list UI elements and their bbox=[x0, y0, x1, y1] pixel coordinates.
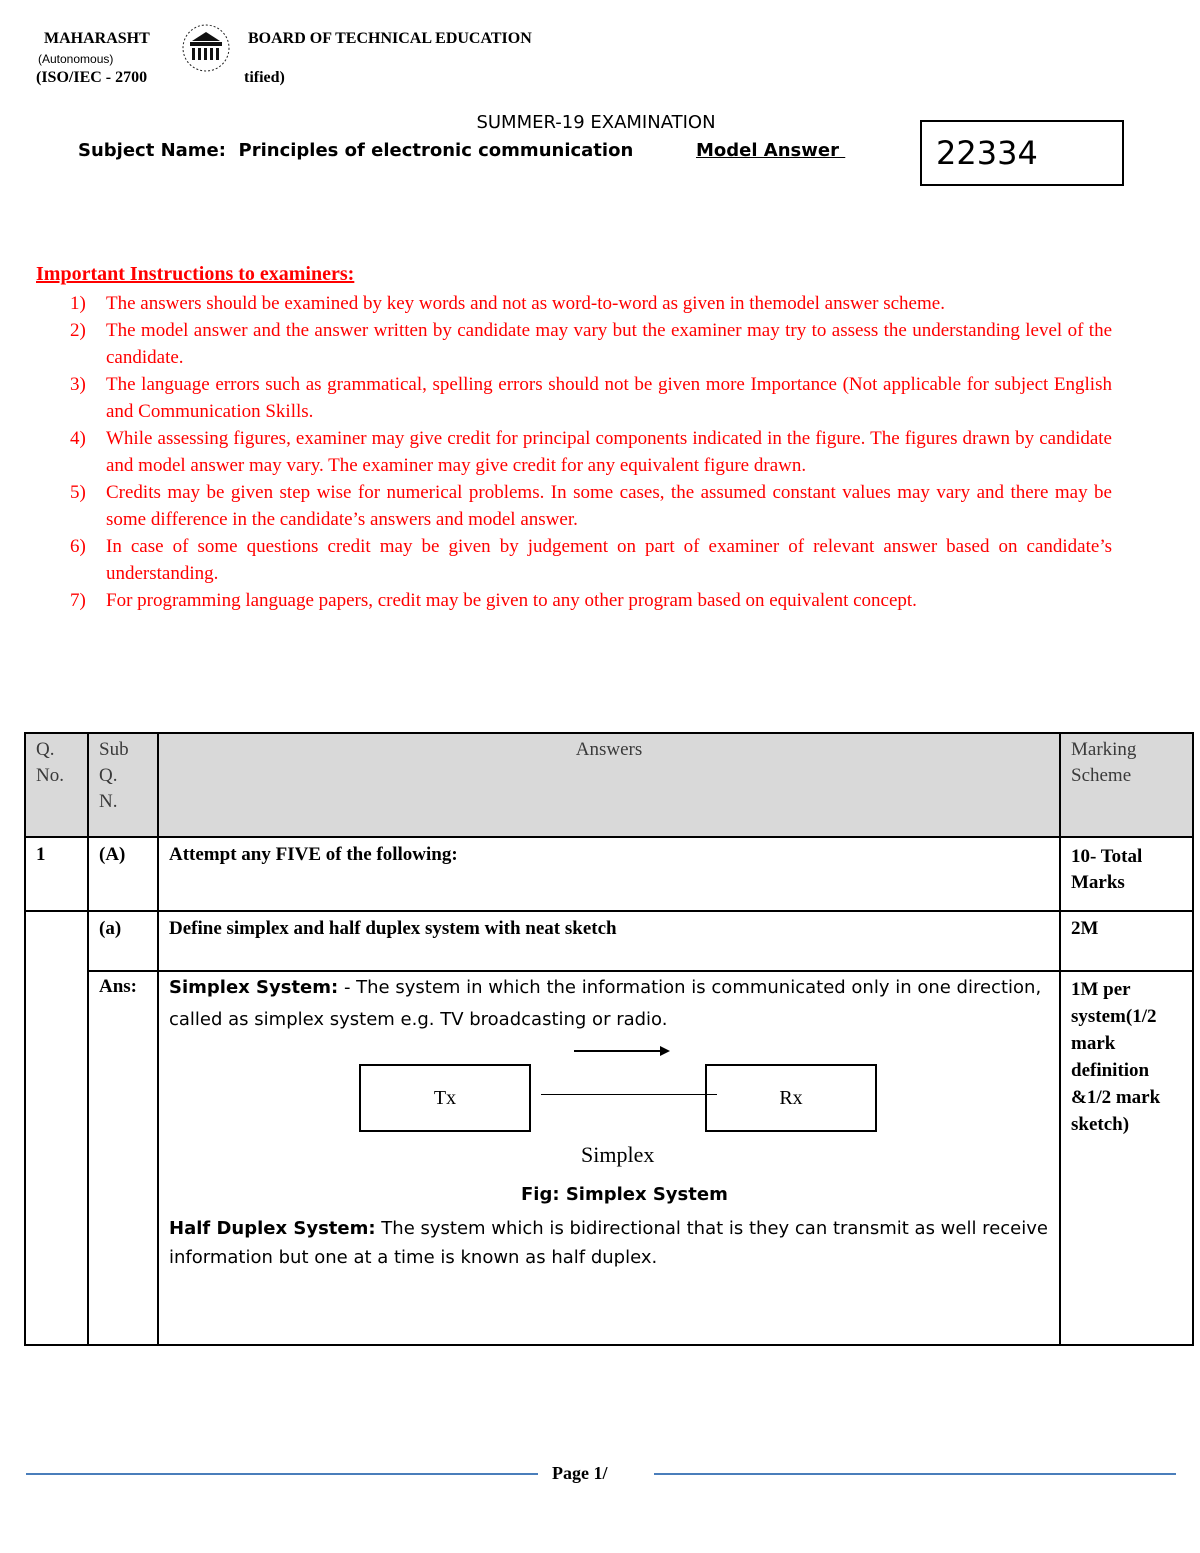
instruction-item bbox=[70, 317, 1112, 371]
page-number: Page 1/ bbox=[552, 1463, 608, 1483]
answer-table bbox=[24, 732, 1194, 1346]
header-qno bbox=[25, 733, 88, 837]
instruction-number: 7) bbox=[70, 590, 86, 611]
header-marking-line2: Scheme bbox=[1071, 765, 1132, 786]
marks-line1: 10- Total bbox=[1071, 846, 1143, 867]
msbte-logo-icon bbox=[172, 22, 240, 74]
instruction-item bbox=[70, 290, 1112, 317]
table-row bbox=[25, 911, 1193, 971]
direction-arrow-icon bbox=[574, 1050, 662, 1052]
instruction-number: 1) bbox=[70, 293, 86, 314]
instruction-text: The answers should be examined by key words and not as word-to-word as given in themodel answer scheme. bbox=[106, 293, 945, 314]
subject-line bbox=[78, 140, 633, 161]
table-row bbox=[25, 837, 1193, 911]
cell-marks: 1M per system(1/2 mark definition &1/2 mark sketch) bbox=[1060, 971, 1193, 1345]
exam-title: SUMMER-19 EXAMINATION bbox=[476, 112, 716, 133]
instruction-text: The model answer and the answer written by candidate may vary but the examiner may try to assess the understanding level of the candidate. bbox=[106, 320, 1112, 368]
cell-qno: 1 bbox=[25, 837, 88, 911]
footer-rule-left bbox=[26, 1473, 538, 1475]
subject-label: Subject Name: bbox=[78, 140, 226, 161]
org-iso-left: (ISO/IEC - 2700 bbox=[36, 69, 148, 86]
cell-sub: (A) bbox=[88, 837, 158, 911]
header-qno-line2: No. bbox=[36, 765, 64, 786]
marks-line2: Marks bbox=[1071, 872, 1125, 893]
instruction-item bbox=[70, 479, 1112, 533]
figure-caption: Fig: Simplex System bbox=[521, 1184, 728, 1205]
half-duplex-term: Half Duplex System: bbox=[169, 1218, 376, 1239]
subject-code-box bbox=[920, 120, 1124, 186]
instruction-number: 5) bbox=[70, 482, 86, 503]
header-sub-line3: N. bbox=[99, 791, 118, 812]
table-row bbox=[25, 971, 1193, 1345]
cell-sub: (a) bbox=[88, 911, 158, 971]
cell-marks: 2M bbox=[1060, 911, 1193, 971]
header-marking bbox=[1060, 733, 1193, 837]
header-answers: Answers bbox=[158, 733, 1060, 837]
instruction-text: Credits may be given step wise for numerical problems. In some cases, the assumed constant values may vary and there may be some difference in the candidate’s answers and model answer. bbox=[106, 482, 1112, 530]
header-marking-line1: Marking bbox=[1071, 739, 1137, 760]
header-subqn bbox=[88, 733, 158, 837]
instructions-list bbox=[70, 290, 1112, 614]
header-sub-line1: Sub bbox=[99, 739, 129, 760]
instruction-number: 3) bbox=[70, 374, 86, 395]
model-answer-label: Model Answer bbox=[696, 140, 846, 161]
half-duplex-text: The system which is bidirectional that is they can transmit as well receive information but one at a time is known as half duplex. bbox=[169, 1218, 1048, 1268]
instructions-heading: Important Instructions to examiners: bbox=[36, 263, 355, 285]
instruction-text: In case of some questions credit may be given by judgement on part of examiner of relevant answer based on candidate’s understanding. bbox=[106, 536, 1112, 584]
simplex-term: Simplex System: bbox=[169, 977, 339, 998]
subject-name: Principles of electronic communication bbox=[238, 140, 634, 161]
org-name-left: MAHARASHT bbox=[44, 30, 150, 47]
instruction-number: 2) bbox=[70, 320, 86, 341]
link-line bbox=[541, 1094, 717, 1095]
org-autonomous: (Autonomous) bbox=[38, 52, 114, 66]
header-qno-line1: Q. bbox=[36, 739, 55, 760]
footer-rule-right bbox=[654, 1473, 1176, 1475]
cell-answer: Attempt any FIVE of the following: bbox=[158, 837, 1060, 911]
tx-box: Tx bbox=[359, 1064, 531, 1132]
instruction-text: While assessing figures, examiner may give credit for principal components indicated in the figure. The figures drawn by candidate and model answer may vary. The examiner may give credit for any equivalent figure drawn. bbox=[106, 428, 1112, 476]
instruction-number: 4) bbox=[70, 428, 86, 449]
instruction-item bbox=[70, 533, 1112, 587]
table-header-row bbox=[25, 733, 1193, 837]
cell-marks bbox=[1060, 837, 1193, 911]
cell-qno-empty bbox=[25, 911, 88, 1345]
instruction-number: 6) bbox=[70, 536, 86, 557]
instruction-item bbox=[70, 371, 1112, 425]
rx-box: Rx bbox=[705, 1064, 877, 1132]
simplex-figure bbox=[169, 1036, 1049, 1266]
figure-label: Simplex bbox=[581, 1142, 655, 1167]
org-name-right: BOARD OF TECHNICAL EDUCATION bbox=[248, 30, 532, 47]
instruction-text: The language errors such as grammatical, spelling errors should not be given more Importance (Not applicable for subject English and Communication Skills. bbox=[106, 374, 1112, 422]
subject-code: 22334 bbox=[936, 134, 1038, 172]
cell-sub: Ans: bbox=[88, 971, 158, 1345]
header-sub-line2: Q. bbox=[99, 765, 118, 786]
simplex-text: - The system in which the information is communicated only in one direction, called as simplex system e.g. TV broadcasting or radio. bbox=[169, 977, 1042, 1030]
instruction-text: For programming language papers, credit may be given to any other program based on equivalent concept. bbox=[106, 590, 917, 611]
cell-answer: Define simplex and half duplex system with neat sketch bbox=[158, 911, 1060, 971]
simplex-definition bbox=[169, 972, 1049, 1036]
instruction-item bbox=[70, 587, 1112, 614]
org-iso-right: tified) bbox=[244, 69, 285, 86]
instruction-item bbox=[70, 425, 1112, 479]
cell-answer-content bbox=[158, 971, 1060, 1345]
